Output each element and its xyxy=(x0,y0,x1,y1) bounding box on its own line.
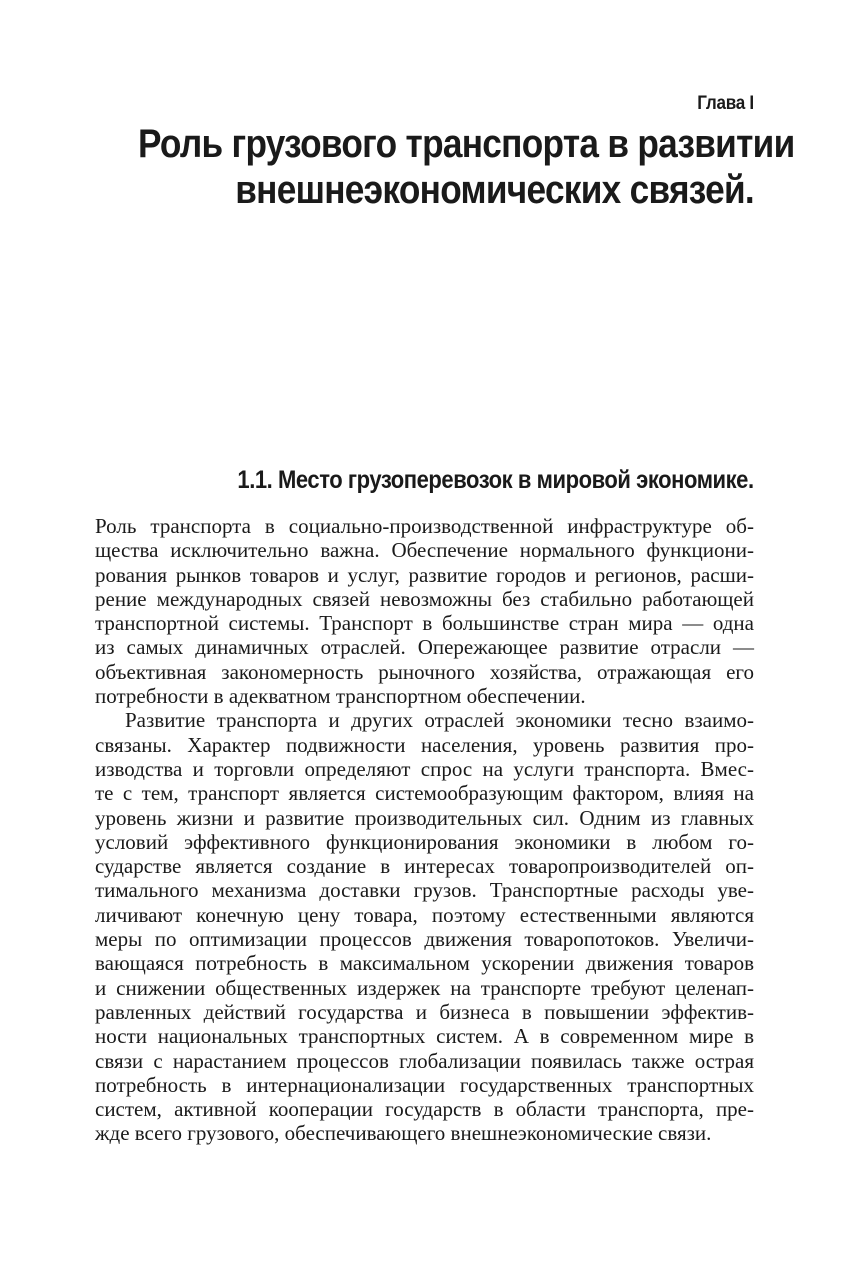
text-line: Развитие транспорта и других отраслей экономики тесно взаимо- xyxy=(125,708,754,733)
text-line: рение международных связей невозможны без стабильно работающей xyxy=(95,586,754,611)
section-title: 1.1. Место грузоперевозок в мировой экономике. xyxy=(237,466,754,494)
chapter-label: Глава I xyxy=(697,93,754,114)
text-line: связи с нарастанием процессов глобализации появилась также острая xyxy=(95,1048,754,1073)
text-line: щества исключительно важна. Обеспечение нормального функциони- xyxy=(95,538,754,563)
paragraph xyxy=(95,708,754,1145)
text-line: из самых динамичных отраслей. Опережающее развитие отрасли — xyxy=(95,635,754,660)
text-line: транспортной системы. Транспорт в большинстве стран мира — одна xyxy=(95,611,754,636)
text-line: потребность в интернационализации государственных транспортных xyxy=(95,1072,754,1097)
text-line: ности национальных транспортных систем. А в современном мире в xyxy=(95,1024,754,1049)
text-line: и снижении общественных издержек на транспорте требуют целенап- xyxy=(95,975,754,1000)
text-line: сударстве является создание в интересах товаропроизводителей оп- xyxy=(95,854,754,879)
chapter-title-line: Роль грузового транспорта в развитии xyxy=(138,122,795,166)
text-line: рования рынков товаров и услуг, развитие городов и регионов, расши- xyxy=(95,562,754,587)
text-line: изводства и торговли определяют спрос на услуги транспорта. Вмес- xyxy=(95,756,754,781)
text-line: личивают конечную цену товара, поэтому естественными являются xyxy=(95,902,754,927)
chapter-title xyxy=(138,121,795,213)
text-line: условий эффективного функционирования экономики в любом го- xyxy=(95,829,754,854)
text-line: уровень жизни и развитие производительных сил. Одним из главных xyxy=(95,805,754,830)
text-line: связаны. Характер подвижности населения, уровень развития про- xyxy=(95,732,754,757)
text-line: равленных действий государства и бизнеса в повышении эффектив- xyxy=(95,999,754,1024)
paragraph xyxy=(95,514,754,708)
text-line: вающаяся потребность в максимальном ускорении движения товаров xyxy=(95,951,754,976)
text-line: потребности в адекватном транспортном обеспечении. xyxy=(95,684,586,709)
text-line: Роль транспорта в социально-производственной инфраструктуре об- xyxy=(95,514,754,538)
text-line: меры по оптимизации процессов движения товаропотоков. Увеличи- xyxy=(95,927,754,952)
text-line: тимального механизма доставки грузов. Транспортные расходы уве- xyxy=(95,878,754,903)
text-line: объективная закономерность рыночного хозяйства, отражающая его xyxy=(95,659,754,684)
text-line: систем, активной кооперации государств в области транспорта, пре- xyxy=(95,1097,754,1122)
chapter-title-line: внешнеэкономических связей. xyxy=(235,168,754,212)
body-text xyxy=(95,514,754,1146)
text-line: те с тем, транспорт является системообразующим фактором, влияя на xyxy=(95,781,754,806)
text-line: жде всего грузового, обеспечивающего внешнеэкономические связи. xyxy=(95,1121,712,1146)
